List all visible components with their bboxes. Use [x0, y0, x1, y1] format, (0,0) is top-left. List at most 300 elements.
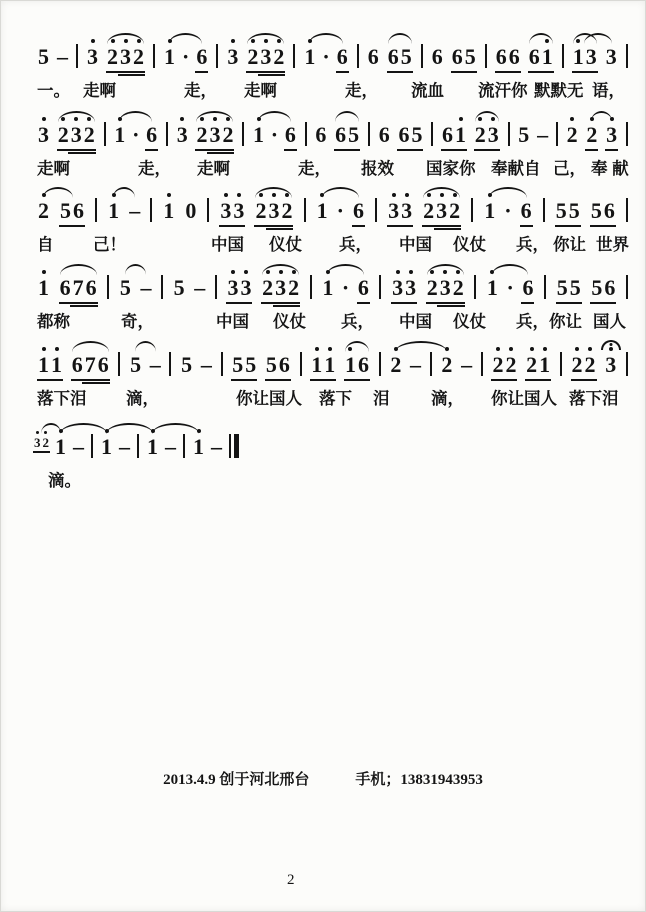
music-line [34, 185, 632, 255]
lyric-segment: 落下泪 [37, 390, 87, 408]
underline-eighth [71, 379, 110, 381]
credit-text: 2013.4.9 创于河北邢台 [163, 772, 310, 788]
octave-dot [244, 270, 248, 274]
note-digit: 2 [491, 354, 504, 376]
note-digit: 5 [181, 352, 193, 377]
note-digit: 2 [195, 124, 208, 146]
underline-eighth [521, 302, 534, 304]
barline [104, 122, 106, 146]
note-digit: 5 [130, 352, 142, 377]
note-digit: 6 [378, 122, 390, 147]
note-digit: 2 [106, 46, 119, 68]
slur-arc [119, 111, 153, 122]
note-digit: 2 [440, 354, 453, 376]
lyric-segment: 走， [298, 160, 331, 178]
note-digit: 6 [335, 122, 347, 147]
slur-arc [255, 187, 292, 198]
barline [357, 44, 359, 68]
underline-eighth [387, 71, 413, 73]
duration-dash: – [461, 352, 473, 377]
music-line [34, 109, 632, 179]
note-token [516, 114, 531, 155]
octave-dot [570, 117, 574, 121]
barline [562, 44, 564, 68]
duration-dash: – [211, 434, 222, 459]
dotted-note-dot: · [506, 275, 514, 300]
barline [471, 198, 473, 222]
note-digit: 2 [37, 200, 50, 222]
lyric-segment: 走， [138, 160, 171, 178]
underline-eighth [254, 225, 293, 227]
octave-dot [42, 270, 46, 274]
slur-arc [72, 341, 109, 352]
note-digit: 6 [431, 44, 443, 69]
underline-eighth [426, 302, 465, 304]
underline-eighth [590, 225, 616, 227]
note-token [36, 36, 51, 77]
note-digit: 3 [119, 46, 132, 68]
note-digit: 3 [387, 200, 400, 222]
note-digit: 1 [538, 354, 551, 376]
lyric-segment: 流汗你 [478, 82, 528, 100]
note-digit: 3 [439, 277, 452, 299]
footer [1, 768, 645, 789]
underline-eighth [422, 225, 461, 227]
note-token [524, 344, 552, 385]
underline-sixteenth [258, 74, 285, 76]
lyric-segment: 仪仗 [269, 236, 302, 254]
underline-eighth [451, 71, 477, 73]
duration-dash: – [129, 198, 141, 223]
slur-arc [584, 33, 613, 44]
note-token [386, 190, 414, 231]
note-digit: 2 [571, 354, 584, 376]
duration-dash: – [537, 122, 549, 147]
note-digit: 2 [246, 46, 259, 68]
note-digit: 2 [261, 277, 274, 299]
underline-eighth [231, 379, 257, 381]
barline [379, 352, 381, 376]
note-digit: 6 [97, 352, 109, 377]
lyric-segment: 奉 献 [591, 160, 629, 178]
duration-dash: – [165, 434, 176, 459]
note-digit: 1 [54, 436, 67, 458]
note-digit: 3 [226, 46, 239, 68]
note-digit: 3 [435, 200, 448, 222]
note-digit: 1 [162, 200, 175, 222]
music-line [34, 339, 632, 409]
octave-dot [42, 347, 46, 351]
duration-dash: – [200, 352, 212, 377]
barline [207, 198, 209, 222]
note-digit: 1 [146, 436, 159, 458]
note-digit: 1 [316, 200, 329, 222]
underline-eighth [590, 302, 616, 304]
note-token [377, 114, 392, 155]
lyric-segment: 走啊 [37, 160, 70, 178]
note-digit: 2 [525, 354, 538, 376]
barline [118, 352, 120, 376]
duration-dash: – [194, 275, 206, 300]
barline [430, 352, 432, 376]
note-digit: 2 [83, 124, 96, 146]
barline [137, 434, 139, 458]
note-token [218, 190, 246, 231]
slur-arc [345, 341, 369, 352]
note-digit: 6 [603, 198, 615, 223]
barline [95, 198, 97, 222]
lyric-segment: 滴， [126, 390, 159, 408]
underline-sixteenth [434, 228, 461, 230]
note-digit: 2 [287, 277, 300, 299]
note-token [225, 267, 253, 308]
note-digit: 2 [272, 46, 285, 68]
underline-eighth [37, 379, 63, 381]
lyric-segment: 你让国人 [236, 390, 302, 408]
note-digit: 6 [59, 275, 71, 300]
music-line [34, 31, 632, 101]
note-digit: 3 [70, 124, 83, 146]
lyric-segment: 语， [592, 82, 625, 100]
slur-arc [152, 423, 200, 434]
lyric-segment: 中国 [216, 313, 249, 331]
note-digit: 5 [232, 352, 244, 377]
octave-dot [315, 347, 319, 351]
slur-arc [427, 264, 464, 275]
lyrics-row [34, 467, 632, 491]
note-digit: 3 [232, 200, 245, 222]
note-digit: 1 [252, 124, 265, 146]
note-digit: 2 [448, 200, 461, 222]
note-digit: 1 [37, 277, 50, 299]
underline-eighth [265, 379, 291, 381]
slur-arc [475, 111, 499, 122]
lyric-segment: 仪仗 [273, 313, 306, 331]
slur-arc [309, 33, 344, 44]
lyrics-row [34, 231, 632, 255]
note-digit: 1 [303, 46, 316, 68]
note-digit: 1 [321, 277, 334, 299]
note-digit: 2 [389, 354, 402, 376]
note-digit: 1 [37, 354, 50, 376]
note-digit: 5 [265, 352, 277, 377]
lyric-segment: 世界 [596, 236, 629, 254]
note-digit: 5 [555, 198, 567, 223]
barline [107, 275, 109, 299]
note-digit: 1 [454, 124, 467, 146]
barline [310, 275, 312, 299]
note-digit: 2 [566, 124, 579, 146]
notation-row [34, 31, 632, 77]
lyric-segment: 你让国人 [491, 390, 557, 408]
note-digit: 3 [267, 200, 280, 222]
barline [560, 352, 562, 376]
lyric-segment: 自 [37, 236, 54, 254]
underline-eighth [387, 225, 413, 227]
dotted-note-dot: · [341, 275, 350, 300]
octave-dot [543, 347, 547, 351]
underline-sixteenth [70, 305, 97, 307]
duration-dash: – [149, 352, 161, 377]
dotted-note-dot: · [270, 122, 279, 147]
note-digit: 5 [38, 44, 49, 69]
barline [91, 434, 93, 458]
note-token [183, 190, 198, 231]
lyric-segment: 奇， [121, 313, 154, 331]
duration-dash: – [119, 434, 130, 459]
underline-eighth [246, 71, 285, 73]
note-digit: 3 [259, 46, 272, 68]
underline-eighth [585, 149, 598, 151]
note-digit: 3 [208, 124, 221, 146]
underline-eighth [344, 379, 370, 381]
lyric-segment: 兵， [341, 313, 374, 331]
note-digit: 6 [495, 44, 507, 69]
note-token [175, 114, 190, 155]
note-digit: 2 [504, 354, 517, 376]
note-digit: 2 [254, 200, 267, 222]
note-token [555, 267, 583, 308]
octave-dot [396, 270, 400, 274]
slur-arc [135, 341, 156, 352]
note-digit: 3 [585, 44, 597, 69]
note-token [570, 344, 598, 385]
underline-eighth [219, 225, 245, 227]
dotted-note-dot: · [504, 198, 512, 223]
octave-dot [36, 431, 39, 434]
barline [183, 434, 185, 458]
note-digit: 7 [84, 352, 96, 377]
lyric-segment: 落下泪 [569, 390, 619, 408]
slur-arc [113, 187, 135, 198]
slur-arc [529, 33, 553, 44]
note-digit: 6 [146, 122, 158, 147]
note-digit: 6 [357, 352, 369, 377]
note-digit: 6 [387, 44, 399, 69]
note-token [225, 36, 240, 77]
underline-eighth [33, 451, 50, 453]
underline-eighth [572, 71, 598, 73]
slur-arc [41, 423, 62, 434]
note-digit: 1 [50, 354, 63, 376]
duration-dash: – [140, 275, 152, 300]
note-digit: 1 [163, 46, 176, 68]
slur-arc [107, 33, 144, 44]
slur-arc [60, 264, 97, 275]
note-digit: 5 [568, 198, 580, 223]
barline [305, 122, 307, 146]
note-digit: 3 [33, 436, 42, 449]
duration-dash: – [410, 352, 421, 377]
note-digit: 5 [119, 275, 131, 300]
note-digit: 6 [278, 352, 290, 377]
note-digit: 6 [367, 44, 379, 69]
barline [304, 198, 306, 222]
fermata-icon [601, 340, 621, 350]
notation-row [34, 262, 632, 308]
lyric-segment: 兵， [339, 236, 372, 254]
dotted-note-dot: · [336, 198, 344, 223]
note-digit: 6 [71, 352, 83, 377]
lyric-segment: 中国 [399, 236, 432, 254]
underline-eighth [57, 149, 96, 151]
note-token [309, 344, 337, 385]
slur-arc [196, 111, 233, 122]
duration-dash: – [57, 44, 68, 69]
note-digit: 2 [42, 436, 51, 449]
underline-eighth [310, 379, 336, 381]
note-digit: 3 [176, 124, 189, 146]
lyric-segment: 走啊 [244, 82, 277, 100]
slur-arc [335, 111, 359, 122]
note-token [313, 114, 328, 155]
barline [375, 198, 377, 222]
lyric-segment: 你让 [553, 236, 586, 254]
slur-arc [489, 187, 528, 198]
slur-arc [423, 187, 460, 198]
underline-eighth [352, 225, 365, 227]
note-digit: 6 [357, 275, 369, 300]
note-token [179, 344, 194, 385]
note-digit: 2 [280, 200, 293, 222]
lyric-segment: 兵， [516, 313, 549, 331]
lyric-segment: 己！ [93, 236, 126, 254]
final-barline-thin [229, 434, 231, 458]
lyrics-row [34, 155, 632, 179]
notation-row [34, 109, 632, 155]
slur-arc [262, 264, 299, 275]
octave-dot [42, 117, 46, 121]
notation-row [34, 185, 632, 231]
note-digit: 6 [73, 198, 85, 223]
note-token [494, 36, 522, 77]
underline-eighth [336, 71, 349, 73]
note-digit: 5 [60, 198, 72, 223]
note-digit: 5 [348, 122, 360, 147]
note-digit: 6 [522, 275, 534, 300]
phone-text: 手机；13831943953 [355, 772, 483, 788]
note-digit: 6 [451, 44, 463, 69]
note-token [172, 267, 187, 308]
underline-sixteenth [118, 74, 145, 76]
note-token [490, 344, 518, 385]
slur-arc [60, 423, 108, 434]
octave-dot [91, 39, 95, 43]
underline-sixteenth [207, 152, 234, 154]
lyric-segment: 走， [345, 82, 378, 100]
underline-eighth [106, 71, 145, 73]
note-digit: 2 [452, 277, 465, 299]
note-digit: 1 [192, 436, 205, 458]
octave-dot [231, 270, 235, 274]
underline-eighth [525, 379, 551, 381]
note-token [565, 114, 580, 155]
lyric-segment: 国家你 [426, 160, 476, 178]
lyric-segment: 中国 [399, 313, 432, 331]
notation-row [34, 339, 632, 385]
octave-dot [180, 117, 184, 121]
slur-arc [125, 264, 146, 275]
underline-eighth [195, 71, 208, 73]
music-line [34, 421, 632, 491]
barline [293, 44, 295, 68]
slur-arc [258, 111, 292, 122]
barline [544, 275, 546, 299]
note-token [430, 36, 445, 77]
note-digit: 2 [57, 124, 70, 146]
note-token [85, 36, 100, 77]
barline [474, 275, 476, 299]
lyrics-row [34, 308, 632, 332]
barline [485, 44, 487, 68]
dotted-note-dot: · [132, 122, 140, 147]
note-digit: 1 [107, 200, 120, 222]
note-digit: 3 [219, 200, 232, 222]
slur-arc [58, 111, 95, 122]
slur-arc [591, 111, 613, 122]
underline-eighth [334, 149, 360, 151]
barline [626, 198, 628, 222]
octave-dot [588, 347, 592, 351]
underline-eighth [556, 302, 582, 304]
underline-eighth [441, 149, 467, 151]
barline [76, 44, 78, 68]
barline [626, 352, 628, 376]
octave-dot [509, 347, 513, 351]
octave-dot [224, 193, 228, 197]
slur-arc [169, 33, 203, 44]
slur-arc [322, 187, 360, 198]
barline [481, 352, 483, 376]
note-digit: 6 [520, 198, 532, 223]
note-digit: 3 [239, 277, 252, 299]
octave-dot [530, 347, 534, 351]
lyric-segment: 走， [184, 82, 217, 100]
lyric-segment: 仪仗 [453, 236, 486, 254]
lyric-segment: 走啊 [83, 82, 116, 100]
octave-dot [459, 117, 463, 121]
barline [626, 122, 628, 146]
note-digit: 1 [100, 436, 113, 458]
note-token [589, 190, 617, 231]
barline [166, 122, 168, 146]
note-digit: 5 [411, 122, 423, 147]
note-digit: 3 [37, 124, 50, 146]
octave-dot [167, 193, 171, 197]
octave-dot [409, 270, 413, 274]
barline [379, 275, 381, 299]
octave-dot [55, 347, 59, 351]
note-digit: 5 [590, 198, 602, 223]
final-barline [229, 434, 239, 458]
note-token [589, 267, 617, 308]
note-token [36, 267, 51, 308]
underline-eighth [474, 149, 500, 151]
barline [626, 44, 628, 68]
note-token [450, 36, 478, 77]
underline-sixteenth [82, 382, 109, 384]
note-digit: 6 [196, 44, 208, 69]
underline-eighth [226, 302, 252, 304]
note-digit: 3 [404, 277, 417, 299]
underline-eighth [391, 302, 417, 304]
lyric-segment: 流血 [411, 82, 444, 100]
barline [215, 275, 217, 299]
note-token [36, 114, 51, 155]
octave-dot [575, 347, 579, 351]
lyric-segment: 兵， [516, 236, 549, 254]
note-digit: 6 [85, 275, 97, 300]
